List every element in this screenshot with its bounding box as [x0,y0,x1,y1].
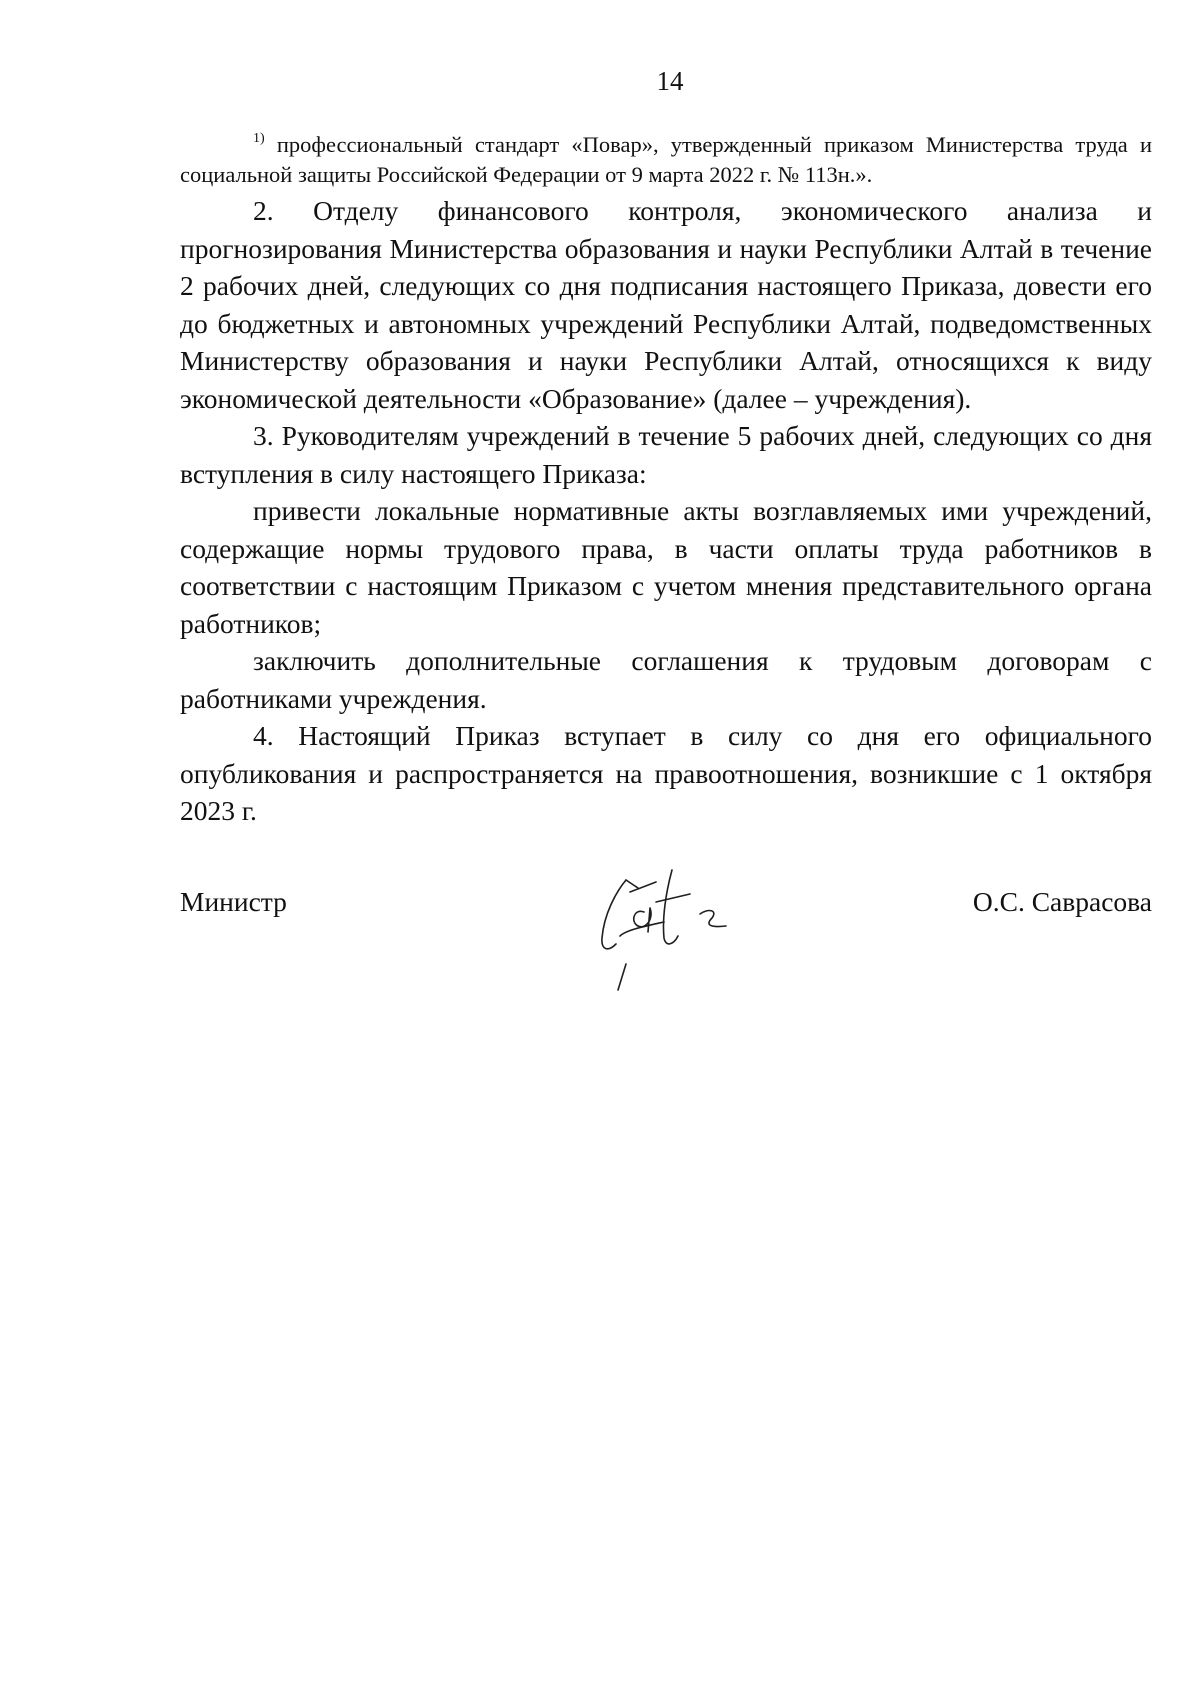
footnote-text: профессиональный стандарт «Повар», утвержденный приказом Министерства труда и социальной защиты Российской Федерации от 9 марта 2022 г. № 113н.». [180,132,1152,187]
footnote-marker: 1) [253,131,265,146]
document-body [180,124,1152,830]
handwritten-signature [586,852,796,992]
paragraph-3-item-2: заключить дополнительные соглашения к трудовым договорам с работниками учреждения. [180,645,1152,714]
page-number: 14 [656,66,684,96]
signatory-name: О.С. Саврасова [972,886,1152,917]
paragraph-2: 2. Отделу финансового контроля, экономического анализа и прогнозирования Министерства образования и науки Республики Алтай в течение 2 рабочих дней, следующих со дня подписания настоящего Приказа, довести его до бюджетных и автономных учреждений Республики Алтай, подведомственных Министерству образования и науки Республики Алтай, относящихся к виду экономической деятельности «Образование» (далее – учреждения). [180,195,1152,414]
signatory-title: Министр [180,886,287,917]
paragraph-4: 4. Настоящий Приказ вступает в силу со дня его официального опубликования и распространяется на правоотношения, возникшие с 1 октября 2023 г. [180,720,1152,826]
footnote [180,124,1152,190]
paragraph-3-item-1: привести локальные нормативные акты возглавляемых ими учреждений, содержащие нормы трудового права, в части оплаты труда работников в соответствии с настоящим Приказом с учетом мнения представительного органа работников; [180,495,1152,639]
paragraph-3: 3. Руководителям учреждений в течение 5 рабочих дней, следующих со дня вступления в силу настоящего Приказа: [180,420,1152,489]
